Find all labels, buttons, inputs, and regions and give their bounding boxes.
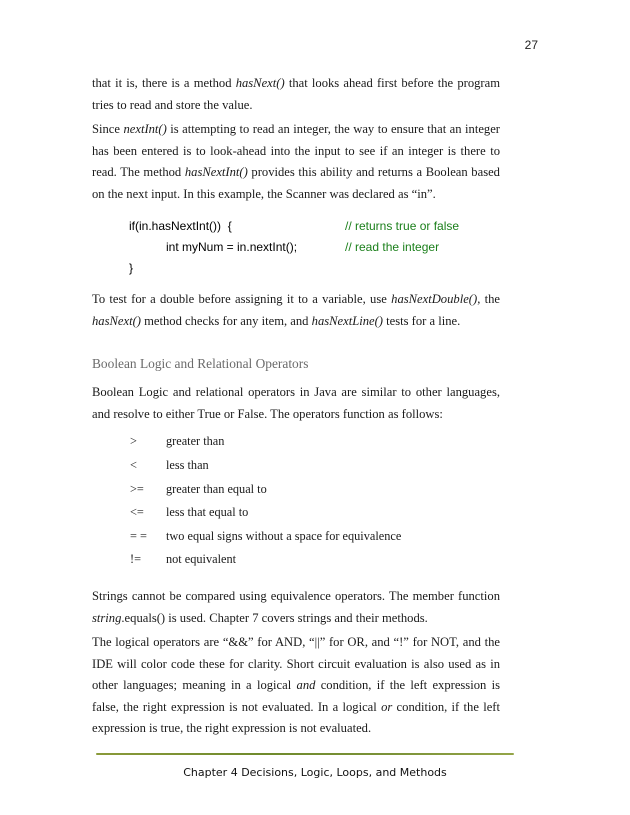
text-run: To test for a double before assigning it to a variable, use xyxy=(92,292,392,306)
paragraph-hasnext-intro xyxy=(92,73,500,116)
text-run: that it is, there is a method xyxy=(92,76,236,90)
operator-description: greater than xyxy=(166,434,225,448)
paragraph-hasnextdouble xyxy=(92,289,500,332)
text-run: Strings cannot be compared using equivalence operators. The member function xyxy=(92,589,500,603)
text-run: method checks for any item, and xyxy=(140,313,312,328)
method-name-italic: string xyxy=(92,610,122,625)
text-run: Since xyxy=(92,122,124,136)
text-run: tests for a line. xyxy=(383,313,461,328)
text-run: .equals() is used. Chapter 7 covers strings and their methods. xyxy=(121,610,428,625)
operator-symbol: < xyxy=(130,458,137,472)
section-heading: Boolean Logic and Relational Operators xyxy=(92,356,309,371)
method-name-italic: hasNext() xyxy=(92,313,141,328)
paragraph-strings xyxy=(92,586,500,629)
method-name-italic: hasNextDouble() xyxy=(391,292,478,306)
code-comment: // read the integer xyxy=(345,240,440,254)
footer-divider xyxy=(96,753,514,755)
method-name-italic: nextInt() xyxy=(123,122,167,136)
code-line-close: } xyxy=(129,261,134,275)
text-run: , the xyxy=(477,292,501,306)
operator-symbol: <= xyxy=(130,505,144,519)
operator-symbol: > xyxy=(130,434,137,448)
text-run: condition, if the left expression is true, the right expression is not evaluated. xyxy=(92,699,500,735)
text-run: The logical operators are “&&” for AND, “||” for OR, and “!” for NOT, and the IDE will color code these for clarity. Short circuit evaluation is also used as in other languages; meaning in a logical xyxy=(92,635,500,692)
keyword-italic: and xyxy=(296,678,316,692)
operator-description: less than xyxy=(166,458,209,472)
text-run: provides this ability and returns a Boolean based on the next input. In this example, the Scanner was declared as “in”. xyxy=(92,165,500,201)
keyword-italic: or xyxy=(381,699,393,714)
code-comment: // returns true or false xyxy=(345,219,460,233)
operator-symbol: != xyxy=(130,552,142,566)
text-run: that looks ahead first before the program tries to read and store the value. xyxy=(92,76,501,112)
operator-symbol: >= xyxy=(130,482,144,496)
operator-symbol: = = xyxy=(130,529,147,543)
paragraph-boolean-intro: Boolean Logic and relational operators in Java are similar to other languages, and resolve to either True or False. The operators function as follows: xyxy=(92,385,500,421)
code-line-assign: int myNum = in.nextInt(); xyxy=(166,240,298,254)
operator-description: greater than equal to xyxy=(166,482,267,496)
method-name-italic: hasNextLine() xyxy=(311,313,383,328)
operator-description: less that equal to xyxy=(166,505,249,519)
text-run: condition, if the left expression is false, the right expression is not evaluated. In a logical xyxy=(92,678,500,714)
paragraph-logical-operators xyxy=(92,632,500,740)
operator-description: two equal signs without a space for equivalence xyxy=(166,529,402,543)
code-line-if: if(in.hasNextInt()) { xyxy=(129,219,232,233)
page-number: 27 xyxy=(524,38,538,52)
method-name-italic: hasNextInt() xyxy=(184,165,248,179)
method-name-italic: hasNext() xyxy=(235,76,285,90)
operator-description: not equivalent xyxy=(166,552,237,566)
paragraph-nextint xyxy=(92,119,500,205)
text-run: is attempting to read an integer, the way to ensure that an integer has been entered is to look-ahead into the input to see if an integer is there to read. The method xyxy=(92,122,500,179)
footer-chapter-title: Chapter 4 Decisions, Logic, Loops, and Methods xyxy=(183,766,447,779)
